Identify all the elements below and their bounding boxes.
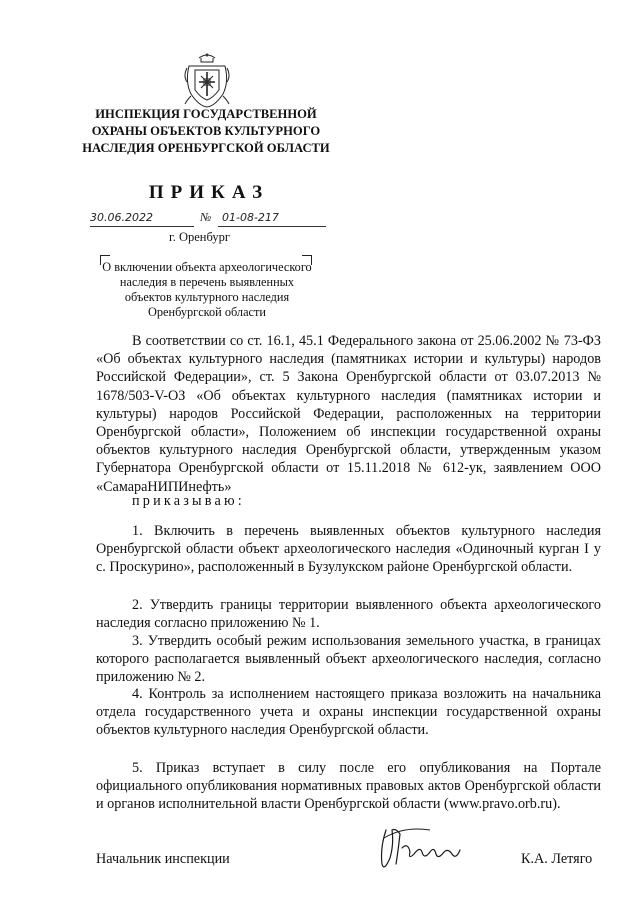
document-subject: О включении объекта археологического наследия в перечень выявленных объектов культурного наследия Оренбургской области	[102, 260, 312, 319]
number-sign: №	[200, 210, 212, 224]
preamble: В соответствии со ст. 16.1, 45.1 Федерального закона от 25.06.2002 № 73-ФЗ «Об объектах культурного наследия (памятниках истории и культуры) народов Российской Федерации», ст. 5 Закона Оренбургской области от 03.07.2013 № 1678/503-V-ОЗ «Об объектах культурного наследия (памятниках истории и культуры) народов Российской Федерации, расположенных на территории Оренбургской области», Положением об инспекции государственной охраны объектов культурного наследия Оренбургской области, утвержденным указом Губернатора Оренбургской области от 15.11.2018 № 612-ук, заявлением ООО «СамараНИПИнефть»	[96, 333, 601, 495]
date-number-line	[90, 209, 330, 229]
coat-of-arms-icon	[181, 52, 233, 108]
city: г. Оренбург	[169, 230, 230, 244]
document-date: 30.06.2022	[90, 211, 153, 224]
document-number: 01-08-217	[222, 211, 279, 224]
handwritten-signature	[374, 818, 474, 878]
number-underline	[218, 226, 326, 227]
order-item-3: 3. Утвердить особый режим использования земельного участка, в границах которого располагается выявленный объект археологического наследия, согласно приложению № 2.	[96, 633, 601, 686]
document-type: ПРИКАЗ	[148, 182, 270, 203]
date-underline	[90, 226, 194, 227]
signatory-position: Начальник инспекции	[96, 851, 230, 867]
order-item-4: 4. Контроль за исполнением настоящего приказа возложить на начальника отдела государственного учета и охраны инспекции государственной охраны объектов культурного наследия Оренбургской области.	[96, 686, 601, 739]
order-item-1: 1. Включить в перечень выявленных объектов культурного наследия Оренбургской области объект археологического наследия «Одиночный курган I у с. Проскурино», расположенный в Бузулукском районе Оренбургской области.	[96, 523, 601, 576]
organization-title: ИНСПЕКЦИЯ ГОСУДАРСТВЕННОЙ ОХРАНЫ ОБЪЕКТОВ КУЛЬТУРНОГО НАСЛЕДИЯ ОРЕНБУРГСКОЙ ОБЛАСТИ	[82, 107, 330, 155]
order-item-2: 2. Утвердить границы территории выявленного объекта археологического наследия согласно приложению № 1.	[96, 597, 601, 632]
orders-word: приказываю:	[132, 493, 245, 509]
signatory-name: К.А. Летяго	[521, 851, 593, 867]
order-item-5: 5. Приказ вступает в силу после его опубликования на Портале официального опубликования нормативных правовых актов Оренбургской области и органов исполнительной власти Оренбургской области (www.pravo.orb.ru).	[96, 760, 601, 813]
